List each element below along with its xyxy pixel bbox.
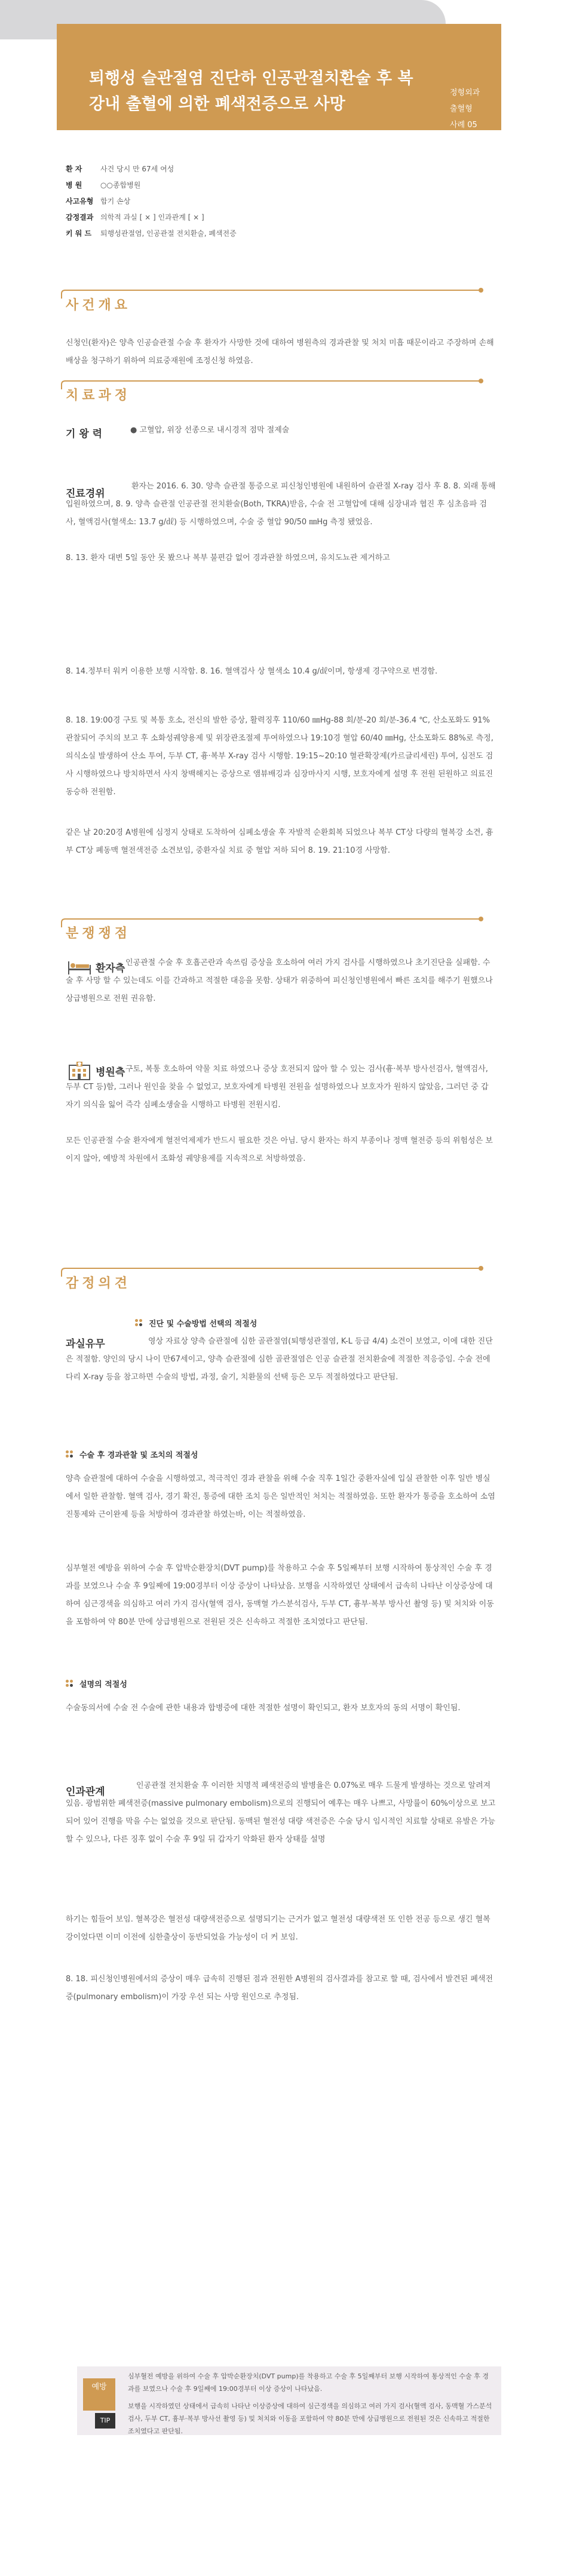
- prevention-tip-box: [77, 2366, 501, 2435]
- info-row: [66, 210, 237, 226]
- causation-text-2: 하기는 힘들어 보임. 혈복강은 혈전성 대량색전증으로 설명되기는 근거가 없고 혈전성 대량색전 또 인한 전공 등으로 생긴 혈복강이었다면 이미 이전에 심한출상이 동반되었을 가능성이 더 커 보임.: [66, 1915, 491, 1942]
- hospital-side-label: 병원측: [96, 1066, 125, 1078]
- info-value: 합기 손상: [100, 197, 131, 205]
- subheading-text: 수술 후 경과관찰 및 조치의 적절성: [79, 1451, 198, 1460]
- info-row: [66, 193, 237, 210]
- info-row: [66, 161, 237, 177]
- tag-department: 정형외과: [450, 88, 480, 97]
- causation-label: 인과관계: [66, 1786, 105, 1798]
- info-row: [66, 226, 237, 242]
- course-paragraph-5: 같은 날 20:20경 A병원에 심정지 상태로 도착하여 심폐소생술 후 자발적 순환회복 되었으나 복부 CT상 다량의 혈복강 소견, 흉부 CT상 폐동맥 혈전색전증 소견보임, 중환자실 치료 중 혈압 저하 되어 8. 19. 21:10경 사망함.: [66, 828, 493, 855]
- hospital-side-text-2: 모든 인공관절 수술 환자에게 혈전억제제가 반드시 필요한 것은 아님. 당시 환자는 하지 부종이나 정맥 혈전증 등의 위험성은 보이지 않아, 예방적 차원에서 조화성 궤양용제를 지속적으로 처방하였음.: [66, 1136, 493, 1163]
- case-header: [57, 24, 501, 130]
- course-label: 진료경위: [66, 488, 105, 500]
- info-key: 감정결과: [66, 213, 94, 222]
- info-value: ○○종합병원: [100, 181, 141, 189]
- section-divider: [59, 379, 486, 391]
- subheading-text: 진단 및 수술방법 선택의 적절성: [149, 1320, 257, 1329]
- section-title-opinion: 감정의견: [66, 1276, 131, 1291]
- info-value: 의학적 과실 [ × ] 인과관계 [ × ]: [100, 213, 204, 222]
- hospital-side-text: 구토, 복통 호소하여 약물 치료 하였으나 증상 호전되지 않아 할 수 있는 검사(흉·복부 방사선검사, 혈액검사, 두부 CT 등)함, 그러나 원인을 찾을 수 없었고, 보호자에게 타병원 전원을 설명하였으나 보호자가 원하지 않았음, 그러던 중 갑자기 의식을 잃어 즉각 심폐소생술을 시행하고 타병원 전원시킴.: [66, 1065, 489, 1109]
- section-divider: [59, 917, 486, 929]
- tip-text-1: 심부혈전 예방을 위하여 수술 후 압박순환장치(DVT pump)를 착용하고 수술 후 5일째부터 보행 시작하여 통상적인 수술 후 경과를 보였으나 수술 후 9일째에 19:00경부터 이상 증상이 나타났음.: [128, 2372, 489, 2393]
- tag-case-number: 사례 05: [450, 121, 477, 130]
- opinion-followup-text-2: 심부혈전 예방을 위하여 수술 후 압박순환장치(DVT pump)를 착용하고 수술 후 5일째부터 보행 시작하여 통상적인 수술 후 경과를 보였으나 수술 후 9일째에 19:00경부터 이상 증상이 나타났음. 보행을 시작하였던 상태에서 급속히 나타난 이상증상에 대하여 심근경색을 의심하고 여러 가지 검사(혈액 검사, 동맥혈 가스분석검사, 두부 CT, 흉부·복부 방사선 촬영 등) 및 처치와 이동을 포함하여 약 80분 만에 상급병원으로 전원된 것은 신속하고 적절한 조치였다고 판단됨.: [66, 1564, 494, 1627]
- section-title-dispute: 분쟁쟁점: [66, 926, 131, 941]
- info-key: 사고유형: [66, 197, 94, 205]
- info-value: 사건 당시 만 67세 여성: [100, 165, 174, 173]
- info-key: 환 자: [66, 165, 82, 173]
- subheading-text: 설명의 적절성: [79, 1680, 127, 1689]
- opinion-subheading-1: [135, 1317, 257, 1329]
- tip-text-2: 보행을 시작하였던 상태에서 급속히 나타난 이상증상에 대하여 심근경색을 의심하고 여러 가지 검사(혈액 검사, 동맥혈 가스분석검사, 두부 CT, 흉부·복부 방사선 촬영 등) 및 처치와 이동을 포함하여 약 80분 만에 상급병원으로 전원된 것은 신속하고 적절한 조치였다고 판단됨.: [128, 2402, 492, 2435]
- section-title-overview: 사건개요: [66, 298, 131, 313]
- opinion-consent-text: 수술동의서에 수술 전 수술에 관한 내용과 합병증에 대한 적절한 설명이 확인되고, 환자 보호자의 동의 서명이 확인됨.: [66, 1704, 461, 1713]
- patient-side-text: 인공관절 수술 후 호흡곤란과 속쓰림 증상을 호소하여 여러 가지 검사를 시행하였으나 초기진단을 실패함. 수술 후 사망 할 수 있는데도 이를 간과하고 적절한 대응을 못함. 상태가 위중하여 피신청인병원에서 빠른 조치를 해주기 원했으나 상급병원으로 전원 권유함.: [66, 958, 493, 1003]
- history-text: ● 고혈압, 위장 선종으로 내시경적 점막 절제술: [130, 426, 290, 435]
- course-paragraph-2: 8. 13. 환자 대변 5일 동안 못 봤으나 복부 불편감 없어 경과관찰 하였으며, 유치도뇨관 제거하고: [66, 554, 390, 562]
- history-value: 고혈압, 위장 선종으로 내시경적 점막 절제술: [139, 426, 290, 435]
- tip-ribbon: 예방: [83, 2378, 115, 2411]
- causation-text-1: 인공관절 전치환술 후 이러한 치명적 폐색전증의 발병율은 0.07%로 매우 드물게 발생하는 것으로 알려져 있음. 광범위한 폐색전증(massive pulmonary embolism)으로의 진행되어 예후는 매우 나쁘고, 사망률이 60%이상으로 보고되어 있어 진행을 막을 수는 없었을 것으로 판단됨. 동맥된 혈전성 대량 색전증은 수술 당시 임시적인 치료할 상태로 유발은 가능할 수 있으나, 다른 징후 없이 수술 후 9일 뒤 갑자기 악화된 환자 상태를 설명: [66, 1781, 496, 1844]
- opinion-followup-text-1: 양측 슬관절에 대하여 수술을 시행하였고, 적극적인 경과 관찰을 위해 수술 직후 1일간 중환자실에 입실 관찰한 이후 일반 병실에서 일한 관찰함. 혈액 검사, 경기 확진, 통증에 대한 조치 등은 일반적인 처치는 적절하였음. 또한 환자가 통증을 호소하여 소염진통제와 근이완제 등을 처방하여 경과관찰 하였는바, 이는 적절하였음.: [66, 1474, 495, 1519]
- negligence-label: 과실유무: [66, 1338, 105, 1350]
- info-row: [66, 177, 237, 193]
- opinion-subheading-2: [66, 1449, 198, 1460]
- bullet-dots-icon: [66, 1680, 74, 1688]
- course-paragraph-3: 8. 14.정부터 워커 이용한 보행 시작함. 8. 16. 혈액검사 상 혈색소 10.4 g/㎗이며, 항생제 경구약으로 변경함.: [66, 667, 438, 676]
- section-divider: [59, 1266, 486, 1278]
- causation-text-3: 8. 18. 피신청인병원에서의 증상이 매우 급속히 진행된 점과 전원한 A병원의 검사결과를 참고로 할 때, 검사에서 발견된 폐색전증(pulmonary embolism)이 가장 우선 되는 사망 원인으로 추정됨.: [66, 1975, 493, 2002]
- info-key: 키 워 드: [66, 229, 92, 238]
- case-info-table: [66, 161, 237, 242]
- info-key: 병 원: [66, 181, 82, 189]
- tip-ribbon-label: TIP: [95, 2413, 115, 2429]
- course-paragraph-1: 환자는 2016. 6. 30. 양측 슬관절 통증으로 피신청인병원에 내원하여 슬관절 X-ray 검사 후 8. 8. 외래 통해 입원하였으며, 8. 9. 양측 슬관절 인공관절 전치환술(Both, TKRA)받음, 수술 전 고혈압에 대해 심장내과 협진 후 심초음파 검사, 혈액검사(혈색소: 13.7 g/㎗) 등 시행하였으며, 수술 중 혈압 90/50 ㎜Hg 측정 됐었음.: [66, 482, 496, 527]
- course-paragraph-4: 8. 18. 19:00경 구토 및 복통 호소, 전신의 발한 증상, 활력징후 110/60 ㎜Hg-88 회/분-20 회/분-36.4 ℃, 산소포화도 91% 관찰되어 주치의 보고 후 소화성궤양용제 및 위장관조절제 투여하였으나 19:10경 혈압 60/40 ㎜Hg, 산소포화도 88%로 측정, 의식소실 발생하여 산소 투여, 두부 CT, 흉·복부 X-ray 검사 시행함. 19:15~20:10 혈관확장제(카르글리세린) 투여, 심전도 검사 시행하였으나 방치하면서 사지 창백해지는 증상으로 앰뷰배깅과 심장마사지 시행, 보호자에게 설명 후 전원 된원하고 의료진 동승하 전원함.: [66, 716, 493, 797]
- section-title-treatment: 치료과정: [66, 388, 131, 403]
- overview-text: 신청인(환자)은 양측 인공슬관절 수술 후 환자가 사망한 것에 대하여 병원측의 경과관찰 및 처치 미흡 때문이라고 주장하며 손해배상을 청구하기 위하여 의료중재원에 조정신청 하였음.: [66, 339, 494, 365]
- case-tags: [450, 85, 480, 133]
- section-divider: [59, 288, 486, 300]
- patient-side-label: 환자측: [96, 962, 125, 975]
- history-label: 기 왕 력: [66, 428, 103, 440]
- info-value: 퇴행성관절염, 인공관절 전치환술, 폐색전증: [100, 229, 237, 238]
- opinion-subheading-3: [66, 1678, 127, 1689]
- tag-type: 출혈형: [450, 104, 473, 113]
- bullet-dots-icon: [66, 1450, 74, 1459]
- bullet-dots-icon: [135, 1319, 143, 1327]
- page-title: 퇴행성 슬관절염 진단하 인공관절치환술 후 복강내 출혈에 의한 폐색전증으로 사망: [89, 69, 413, 113]
- opinion-diagnosis-text: 영상 자료상 양측 슬관절에 심한 골관절염(퇴행성관절염, K-L 등급 4/4) 소견이 보였고, 이에 대한 진단은 적절함. 양인의 당시 나이 만67세이고, 양측 슬관절에 심한 골관절염은 인공 슬관절 전치환술에 적절한 적응증임. 수술 전에 다리 X-ray 등을 참고하면 수술의 방법, 과정, 술기, 치환물의 선택 등은 모두 적절하였다고 판단됨.: [66, 1337, 493, 1382]
